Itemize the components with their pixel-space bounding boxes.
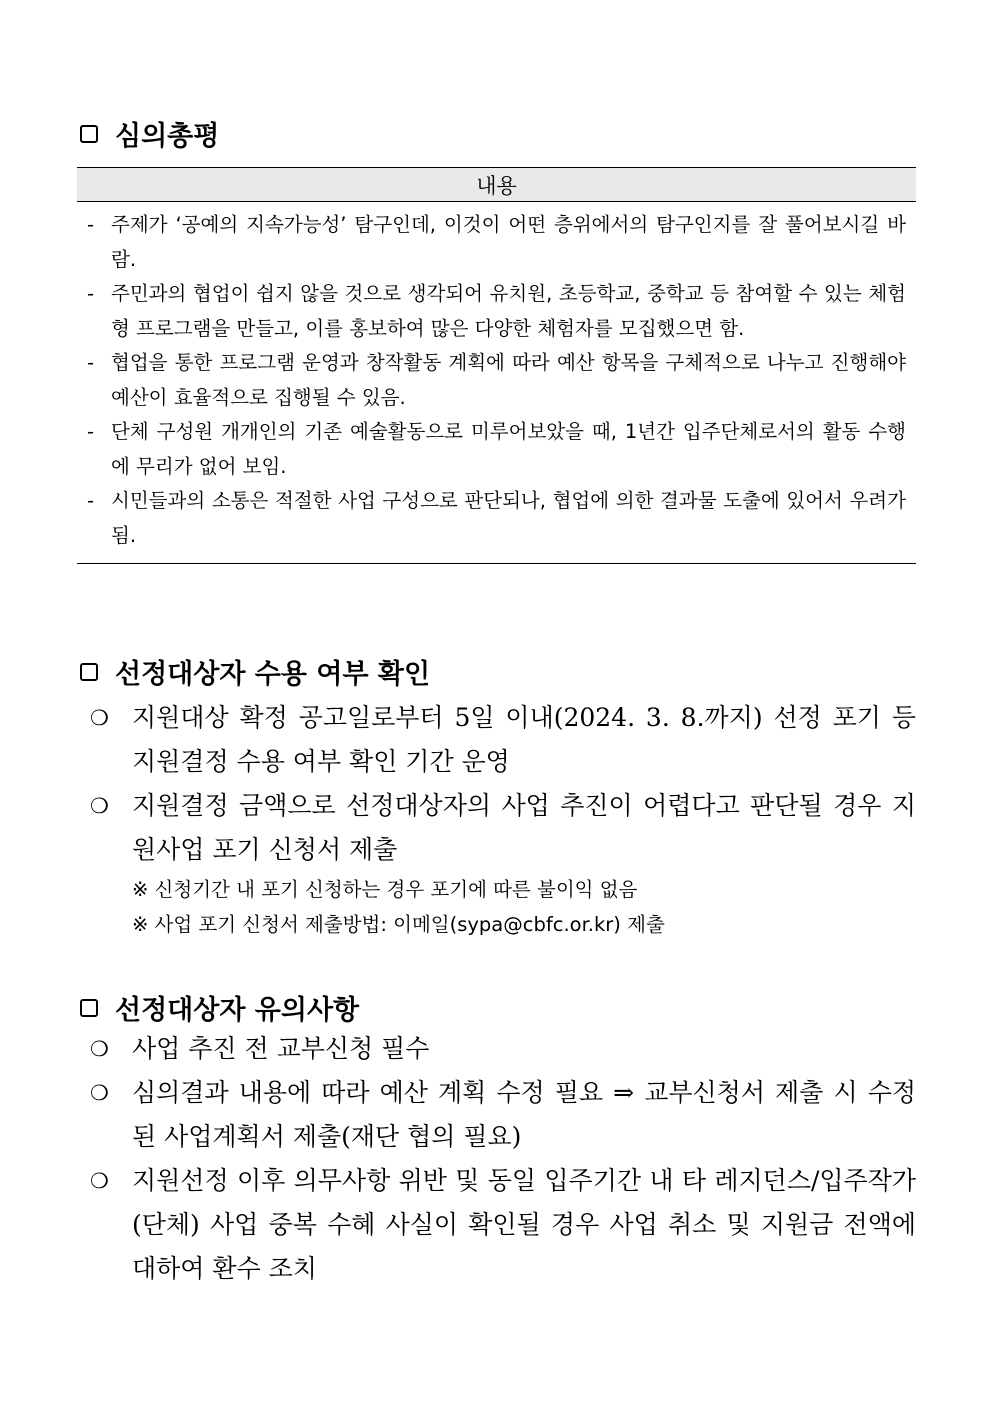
list-item <box>87 277 906 346</box>
list-item-text: 지원결정 금액으로 선정대상자의 사업 추진이 어렵다고 판단될 경우 지원사업 포기 신청서 제출 <box>132 791 916 864</box>
circle-bullet-icon: ❍ <box>90 1037 109 1061</box>
list-item-text: 심의결과 내용에 따라 예산 계획 수정 필요 ⇒ 교부신청서 제출 시 수정된 사업계획서 제출(재단 협의 필요) <box>132 1078 916 1151</box>
review-table <box>77 167 916 564</box>
section-title-acceptance <box>80 652 430 691</box>
list-item-text: 협업을 통한 프로그램 운영과 창작활동 계획에 따라 예산 항목을 구체적으로 나누고 진행해야 예산이 효율적으로 집행될 수 있음. <box>111 351 906 409</box>
circle-bullet-icon: ❍ <box>90 1081 109 1105</box>
checkbox-square-icon <box>80 663 98 681</box>
note: ※ 신청기간 내 포기 신청하는 경우 포기에 따른 불이익 없음 <box>132 878 638 901</box>
list-item-text: 주민과의 협업이 쉽지 않을 것으로 생각되어 유치원, 초등학교, 중학교 등 참여할 수 있는 체험형 프로그램을 만들고, 이를 홍보하여 많은 다양한 체험자를 모집했으면 함. <box>111 282 906 340</box>
list-item-text: 지원선정 이후 의무사항 위반 및 동일 입주기간 내 타 레지던스/입주작가(단체) 사업 중복 수혜 사실이 확인될 경우 사업 취소 및 지원금 전액에 대하여 환수 조치 <box>132 1166 916 1283</box>
list-item <box>90 784 916 872</box>
list-item <box>90 1159 916 1291</box>
dash-marker: - <box>87 213 95 236</box>
list-item <box>90 696 916 784</box>
list-item-text: 사업 추진 전 교부신청 필수 <box>132 1034 430 1063</box>
section-title-text: 선정대상자 수용 여부 확인 <box>115 659 431 690</box>
precautions-list <box>90 1027 916 1291</box>
section-title-precautions <box>80 988 359 1027</box>
section-title-text: 선정대상자 유의사항 <box>115 995 360 1026</box>
checkbox-square-icon <box>80 125 98 143</box>
acceptance-list <box>90 696 916 942</box>
table-cell <box>77 202 916 564</box>
dash-marker: - <box>87 489 95 512</box>
dash-marker: - <box>87 282 95 305</box>
list-item-text: 주제가 ‘공예의 지속가능성’ 탐구인데, 이것이 어떤 층위에서의 탐구인지를 잘 풀어보시길 바람. <box>111 213 906 271</box>
circle-bullet-icon: ❍ <box>90 794 109 818</box>
list-item <box>90 1071 916 1159</box>
dash-marker: - <box>87 351 95 374</box>
checkbox-square-icon <box>80 999 98 1017</box>
table-header: 내용 <box>77 168 916 202</box>
list-item-text: 지원대상 확정 공고일로부터 5일 이내(2024. 3. 8.까지) 선정 포기 등 지원결정 수용 여부 확인 기간 운영 <box>132 703 916 776</box>
dash-marker: - <box>87 420 95 443</box>
list-item <box>87 484 906 553</box>
section-title-text: 심의총평 <box>115 121 220 152</box>
list-item-text: 단체 구성원 개개인의 기존 예술활동으로 미루어보았을 때, 1년간 입주단체로서의 활동 수행에 무리가 없어 보임. <box>111 420 906 478</box>
circle-bullet-icon: ❍ <box>90 1169 109 1193</box>
list-item <box>87 346 906 415</box>
list-item-text: 시민들과의 소통은 적절한 사업 구성으로 판단되나, 협업에 의한 결과물 도출에 있어서 우려가 됨. <box>111 489 906 547</box>
list-item <box>87 415 906 484</box>
section-title-review <box>80 114 219 153</box>
list-item <box>87 208 906 277</box>
note: ※ 사업 포기 신청서 제출방법: 이메일(sypa@cbfc.or.kr) 제출 <box>132 913 665 936</box>
circle-bullet-icon: ❍ <box>90 706 109 730</box>
list-item <box>90 1027 916 1071</box>
